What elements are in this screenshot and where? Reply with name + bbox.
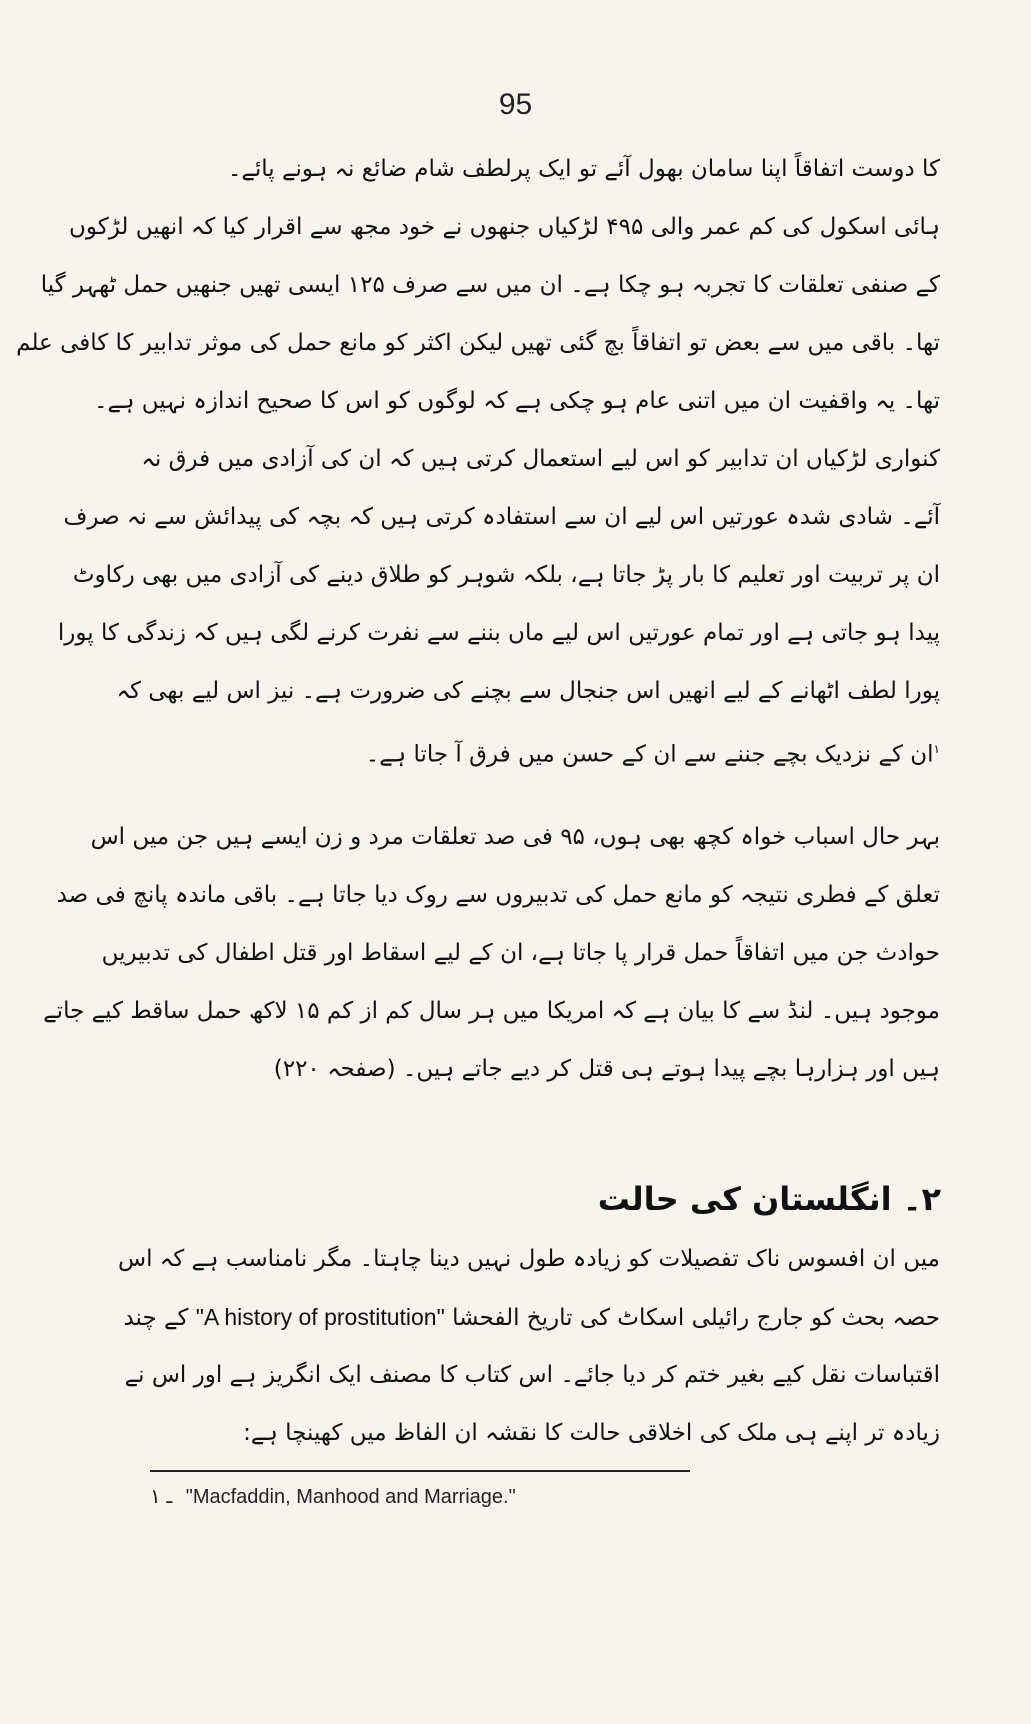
text-line: ہائی اسکول کی کم عمر والی ۴۹۵ لڑکیاں جنھوں نے خود مجھ سے اقرار کیا کہ انھیں لڑکوں [69, 214, 940, 240]
footnote-text: "Macfaddin, Manhood and Marriage." [185, 1486, 516, 1508]
text-segment: کے چند [123, 1305, 189, 1331]
text-line: تھا۔ یہ واقفیت ان میں اتنی عام ہو چکی ہے کہ لوگوں کو اس کا صحیح اندازہ نہیں ہے۔ [94, 388, 940, 414]
text-line: تھا۔ باقی میں سے بعض تو اتفاقاً بچ گئی تھیں لیکن اکثر کو مانع حمل کی موثر تدابیر کا کافی علم [16, 330, 940, 356]
text-line: ان پر تربیت اور تعلیم کا بار پڑ جاتا ہے، بلکہ شوہر کو طلاق دینے کی آزادی میں بھی رکاوٹ [72, 562, 940, 588]
text-line: کنواری لڑکیاں ان تدابیر کو اس لیے استعمال کرتی ہیں کہ ان کی آزادی میں فرق نہ [141, 446, 940, 472]
text-line: پورا لطف اٹھانے کے لیے انھیں اس جنجال سے بچنے کی ضرورت ہے۔ نیز اس لیے بھی کہ [116, 678, 940, 704]
text-line: حوادث جن میں اتفاقاً حمل قرار پا جاتا ہے، ان کے لیے اسقاط اور قتل اطفال کی تدبیریں [101, 940, 940, 966]
footnote [150, 1484, 516, 1509]
paragraph-4 [118, 1230, 940, 1462]
section-heading: ۲۔ انگلستان کی حالت [597, 1180, 941, 1218]
footnote-reference: ۱ [933, 742, 940, 756]
text-line: پیدا ہو جاتی ہے اور تمام عورتیں اس لیے ماں بننے سے نفرت کرنے لگی ہیں کہ زندگی کا پورا [57, 620, 940, 646]
text-segment: حصہ بحث کو جارج رائیلی اسکاٹ کی تاریخ الفحشا [452, 1305, 940, 1331]
footnote-marker: ۱ ـ [150, 1486, 173, 1508]
paragraph-1 [16, 140, 940, 430]
text-line: اقتباسات نقل کیے بغیر ختم کر دیا جائے۔ اس کتاب کا مصنف ایک انگریز ہے اور اس نے [124, 1362, 940, 1388]
footnote-divider [150, 1470, 690, 1472]
paragraph-2 [57, 430, 940, 778]
text-line: بہر حال اسباب خواہ کچھ بھی ہوں، ۹۵ فی صد تعلقات مرد و زن ایسے ہیں جن میں اس [90, 824, 940, 850]
text-line [150, 720, 940, 778]
text-line: آئے۔ شادی شدہ عورتیں اس لیے ان سے استفادہ کرتی ہیں کہ بچہ کی پیدائش سے نہ صرف [63, 504, 940, 530]
text-line: کے صنفی تعلقات کا تجربہ ہو چکا ہے۔ ان میں سے صرف ۱۲۵ ایسی تھیں جنھیں حمل ٹھہر گیا [40, 272, 940, 298]
page-number: 95 [498, 88, 533, 121]
text-line: میں ان افسوس ناک تفصیلات کو زیادہ طول نہیں دینا چاہتا۔ مگر نامناسب ہے کہ اس [118, 1246, 940, 1272]
paragraph-3 [43, 808, 940, 1098]
text-line: کا دوست اتفاقاً اپنا سامان بھول آئے تو ایک پرلطف شام ضائع نہ ہونے پائے۔ [227, 156, 940, 182]
text-line [123, 1288, 940, 1346]
text-line: تعلق کے فطری نتیجہ کو مانع حمل کی تدبیروں سے روک دیا جاتا ہے۔ باقی ماندہ پانچ فی صد [56, 882, 940, 908]
text-line: ہیں اور ہزارہا بچے پیدا ہوتے ہی قتل کر دیے جاتے ہیں۔ (صفحہ ۲۲۰) [273, 1056, 940, 1082]
text-line: زیادہ تر اپنے ہی ملک کی اخلاقی حالت کا نقشہ ان الفاظ میں کھینچا ہے: [243, 1420, 940, 1446]
text-line-content: ان کے نزدیک بچے جننے سے ان کے حسن میں فرق آ جاتا ہے۔ [365, 741, 934, 768]
text-line: موجود ہیں۔ لنڈ سے کا بیان ہے کہ امریکا میں ہر سال کم از کم ۱۵ لاکھ حمل ساقط کیے جاتے [43, 998, 940, 1024]
english-book-title: "A history of prostitution" [195, 1304, 445, 1330]
